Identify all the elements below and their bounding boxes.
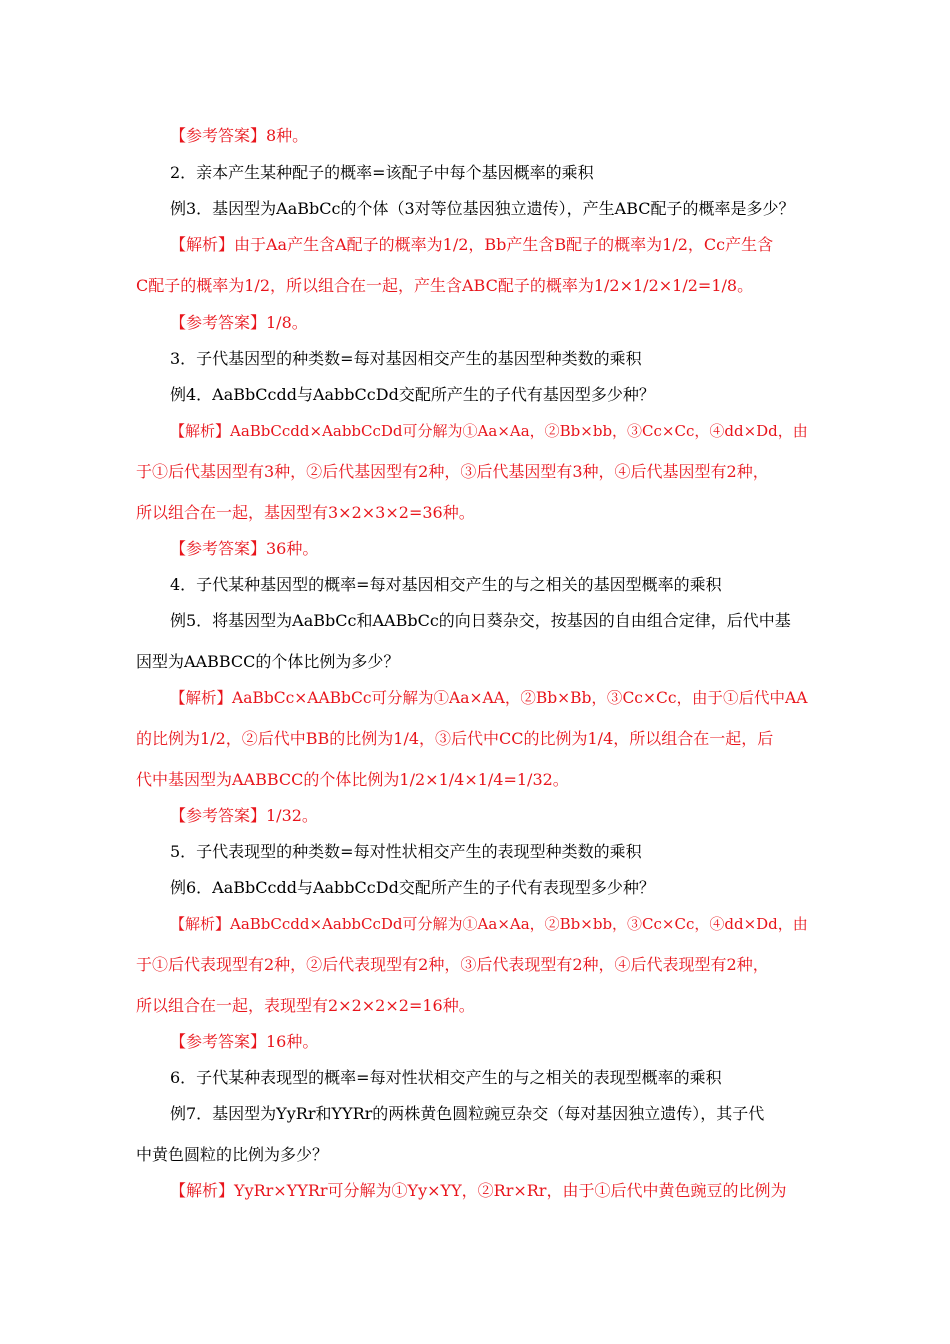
answer-line: 【参考答案】8种。 <box>170 126 309 145</box>
analysis-line: 于①后代表现型有2种，②后代表现型有2种，③后代表现型有2种，④后代表现型有2种， <box>136 955 769 974</box>
analysis-line: 所以组合在一起，基因型有3×2×3×2=36种。 <box>136 503 475 522</box>
rule-heading-5: 5．子代表现型的种类数=每对性状相交产生的表现型种类数的乘积 <box>170 842 642 861</box>
answer-line: 【参考答案】1/8。 <box>170 313 308 332</box>
analysis-line: 【解析】YyRr×YYRr可分解为①Yy×YY，②Rr×Rr，由于①后代中黄色豌豆的比例为 <box>170 1181 787 1200</box>
analysis-line: 【解析】AaBbCc×AABbCc可分解为①Aa×AA，②Bb×Bb，③Cc×Cc，由于①后代中AA <box>170 689 808 707</box>
answer-line: 【参考答案】1/32。 <box>170 806 318 825</box>
analysis-line: 所以组合在一起，表现型有2×2×2×2=16种。 <box>136 996 475 1015</box>
answer-line: 【参考答案】16种。 <box>170 1032 319 1051</box>
rule-heading-4: 4．子代某种基因型的概率=每对基因相交产生的与之相关的基因型概率的乘积 <box>170 575 722 594</box>
example-4-question: 例4．AaBbCcdd与AabbCcDd交配所产生的子代有基因型多少种？ <box>170 385 655 404</box>
example-3-question: 例3．基因型为AaBbCc的个体（3对等位基因独立遗传），产生ABC配子的概率是多少？ <box>170 199 795 218</box>
example-5-question: 例5．将基因型为AaBbCc和AABbCc的向日葵杂交，按基因的自由组合定律，后代中基 <box>170 611 791 630</box>
answer-line: 【参考答案】36种。 <box>170 539 319 558</box>
analysis-line: 代中基因型为AABBCC的个体比例为1/2×1/4×1/4=1/32。 <box>136 770 569 789</box>
example-7-question: 中黄色圆粒的比例为多少？ <box>136 1145 329 1164</box>
analysis-line: 【解析】AaBbCcdd×AabbCcDd可分解为①Aa×Aa，②Bb×bb，③Cc×Cc，④dd×Dd，由 <box>170 915 808 933</box>
analysis-line: 于①后代基因型有3种，②后代基因型有2种，③后代基因型有3种，④后代基因型有2种， <box>136 462 769 481</box>
analysis-line: C配子的概率为1/2，所以组合在一起，产生含ABC配子的概率为1/2×1/2×1/2=1/8。 <box>136 276 754 295</box>
rule-heading-2: 2．亲本产生某种配子的概率=该配子中每个基因概率的乘积 <box>170 163 594 182</box>
example-6-question: 例6．AaBbCcdd与AabbCcDd交配所产生的子代有表现型多少种？ <box>170 878 655 897</box>
analysis-line: 【解析】AaBbCcdd×AabbCcDd可分解为①Aa×Aa，②Bb×bb，③Cc×Cc，④dd×Dd，由 <box>170 422 808 440</box>
analysis-line: 的比例为1/2，②后代中BB的比例为1/4，③后代中CC的比例为1/4，所以组合在一起，后 <box>136 729 774 748</box>
analysis-line: 【解析】由于Aa产生含A配子的概率为1/2，Bb产生含B配子的概率为1/2，Cc产生含 <box>170 235 774 254</box>
rule-heading-6: 6．子代某种表现型的概率=每对性状相交产生的与之相关的表现型概率的乘积 <box>170 1068 722 1087</box>
example-5-question: 因型为AABBCC的个体比例为多少？ <box>136 652 400 671</box>
rule-heading-3: 3．子代基因型的种类数=每对基因相交产生的基因型种类数的乘积 <box>170 349 642 368</box>
example-7-question: 例7．基因型为YyRr和YYRr的两株黄色圆粒豌豆杂交（每对基因独立遗传），其子代 <box>170 1104 765 1123</box>
